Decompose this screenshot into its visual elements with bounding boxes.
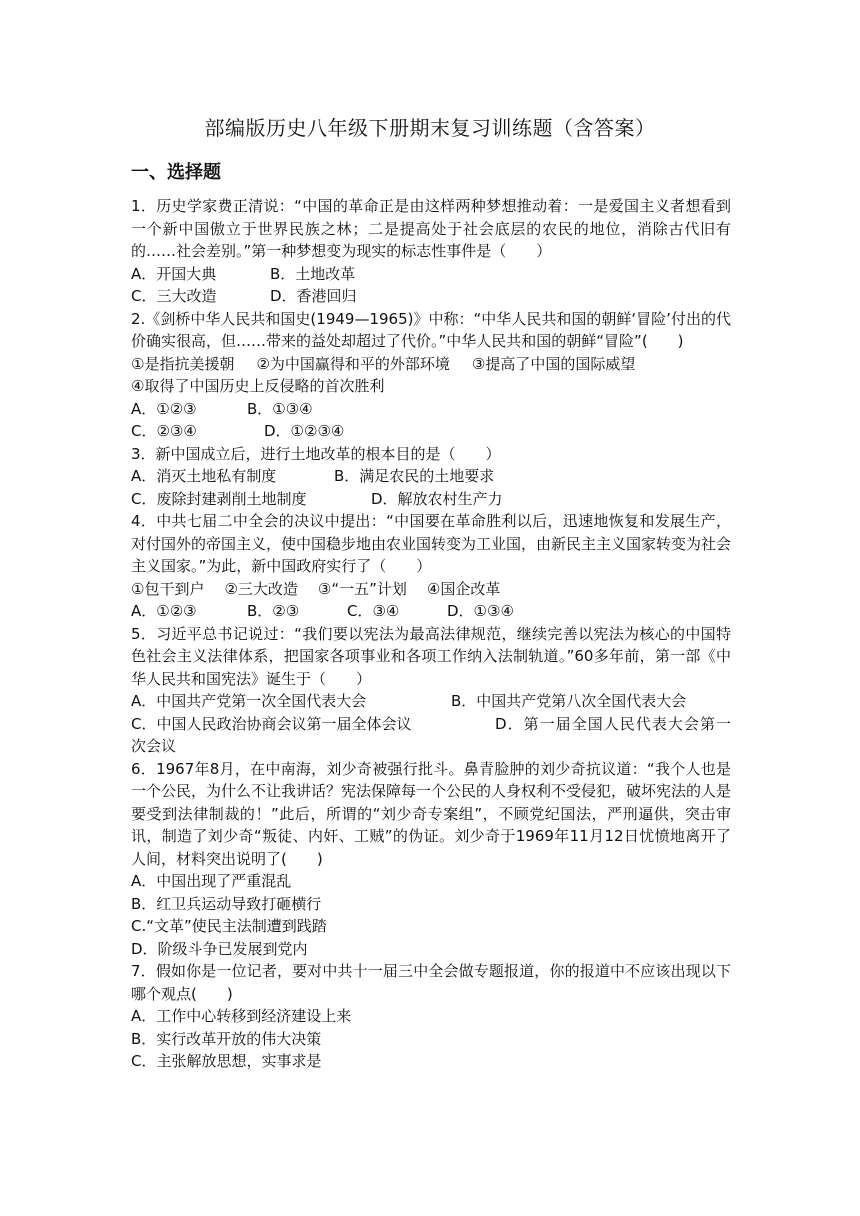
option-d: D．①③④ (447, 602, 514, 620)
option-row (131, 420, 731, 443)
statement-2: ②为中国赢得和平的外部环境 (256, 354, 450, 373)
option-c: C．主张解放思想，实事求是 (131, 1052, 322, 1070)
statement-row (131, 578, 731, 601)
question-stem: 3．新中国成立后，进行土地改革的根本目的是（ ） (131, 444, 501, 463)
option-a: A．工作中心转移到经济建设上来 (131, 1007, 352, 1025)
option-row (131, 285, 731, 308)
statement-2: ②三大改造 (224, 579, 298, 598)
option-b: B．土地改革 (270, 264, 356, 283)
option-b: B．①③④ (247, 399, 313, 418)
option-d: D．第一届全国人民代表大会第一次会议 (131, 714, 731, 755)
option-row (131, 488, 731, 511)
statement-4: ④国企改革 (426, 579, 501, 598)
section-heading: 一、选择题 (131, 162, 221, 183)
option-b: B．中国共产党第八次全国代表大会 (451, 692, 687, 710)
option-row (131, 263, 731, 286)
option-a: A．消灭土地私有制度 (131, 467, 277, 485)
option-c: C．③④ (347, 602, 400, 620)
question-7 (131, 960, 731, 1073)
option-a: A．中国共产党第一次全国代表大会 (131, 692, 367, 710)
question-6 (131, 758, 731, 961)
question-stem: 4．中共七届二中全会的决议中提出：“中国要在革命胜利以后，迅速地恢复和发展生产，对付国外的帝国主义，使中国稳步地由农业国转变为工业国，由新民主主义国家转变为社会主义国家。”为此，新中国政府实行了（ ） (131, 512, 732, 575)
question-stem: 2.《剑桥中华人民共和国史(1949—1965)》中称：“中华人民共和国的朝鲜‘冒险’付出的代价确实很高，但……带来的益处却超过了代价。”中华人民共和国的朝鲜“冒险”( ) (131, 309, 731, 350)
statement-row (131, 353, 731, 376)
question-2 (131, 308, 731, 443)
question-stem: 7．假如你是一位记者，要对中共十一届三中全会做专题报道，你的报道中不应该出现以下哪个观点( ) (131, 962, 731, 1003)
document-title: 部编版历史八年级下册期末复习训练题（含答案） (204, 116, 656, 140)
document-body (131, 195, 731, 1073)
option-a: A．中国出现了严重混乱 (131, 872, 292, 890)
option-c: C．废除封建剥削土地制度 (131, 489, 307, 508)
option-a: A．①②③ (131, 399, 197, 418)
statement-4: ④取得了中国历史上反侵略的首次胜利 (131, 377, 385, 395)
option-b: B．红卫兵运动导致打砸横行 (131, 894, 322, 913)
option-b: B．②③ (247, 602, 300, 620)
option-a: A．开国大典 (131, 264, 217, 283)
statement-1: ①是指抗美援朝 (131, 354, 235, 373)
option-a: A．①②③ (131, 602, 197, 620)
option-c: C．三大改造 (131, 287, 217, 305)
option-d: D．①②③④ (264, 422, 345, 440)
option-b: B．满足农民的土地要求 (334, 467, 495, 485)
question-1 (131, 195, 731, 308)
question-4 (131, 510, 731, 623)
question-3 (131, 443, 731, 511)
option-row (131, 600, 731, 623)
option-row (131, 690, 731, 713)
option-c: C．②③④ (131, 422, 197, 440)
statement-1: ①包干到户 (131, 579, 205, 598)
statement-3: ③提高了中国的国际威望 (471, 354, 636, 373)
option-row (131, 713, 731, 758)
question-stem: 5．习近平总书记说过：“我们要以宪法为最高法律规范，继续完善以宪法为核心的中国特色社会主义法律体系，把国家各项事业和各项工作纳入法制轨道。”60多年前，第一部《中华人民共和国宪法》诞生于（ ） (131, 624, 731, 688)
option-d: D．解放农村生产力 (371, 489, 503, 508)
option-row (131, 398, 731, 421)
option-d: D．阶级斗争已发展到党内 (131, 939, 308, 958)
option-row (131, 465, 731, 488)
question-stem: 1．历史学家费正清说：“中国的革命正是由这样两种梦想推动着：一是爱国主义者想看到一个新中国傲立于世界民族之林；二是提高处于社会底层的农民的地位，消除古代旧有的……社会差别。”第一种梦想变为现实的标志性事件是（ ） (131, 197, 731, 260)
statement-3: ③“一五”计划 (317, 579, 407, 598)
option-c: C.“文革”使民主法制遭到践踏 (131, 917, 327, 935)
statement-row (131, 375, 731, 398)
option-b: B．实行改革开放的伟大决策 (131, 1029, 322, 1048)
question-5 (131, 623, 731, 758)
option-c: C．中国人民政治协商会议第一届全体会议 (131, 714, 412, 733)
option-d: D．香港回归 (270, 287, 357, 305)
question-stem: 6．1967年8月，在中南海，刘少奇被强行批斗。鼻青脸肿的刘少奇抗议道：“我个人也是一个公民，为什么不让我讲话？宪法保障每一个公民的人身权利不受侵犯，破坏宪法的人是要受到法律制裁的！”此后，所谓的“刘少奇专案组”，不顾党纪国法，严刑逼供，突击审讯，制造了刘少奇“叛徒、内奸、工贼”的伪证。刘少奇于1969年11月12日忧愤地离开了人间，材料突出说明了( ) (131, 759, 732, 868)
